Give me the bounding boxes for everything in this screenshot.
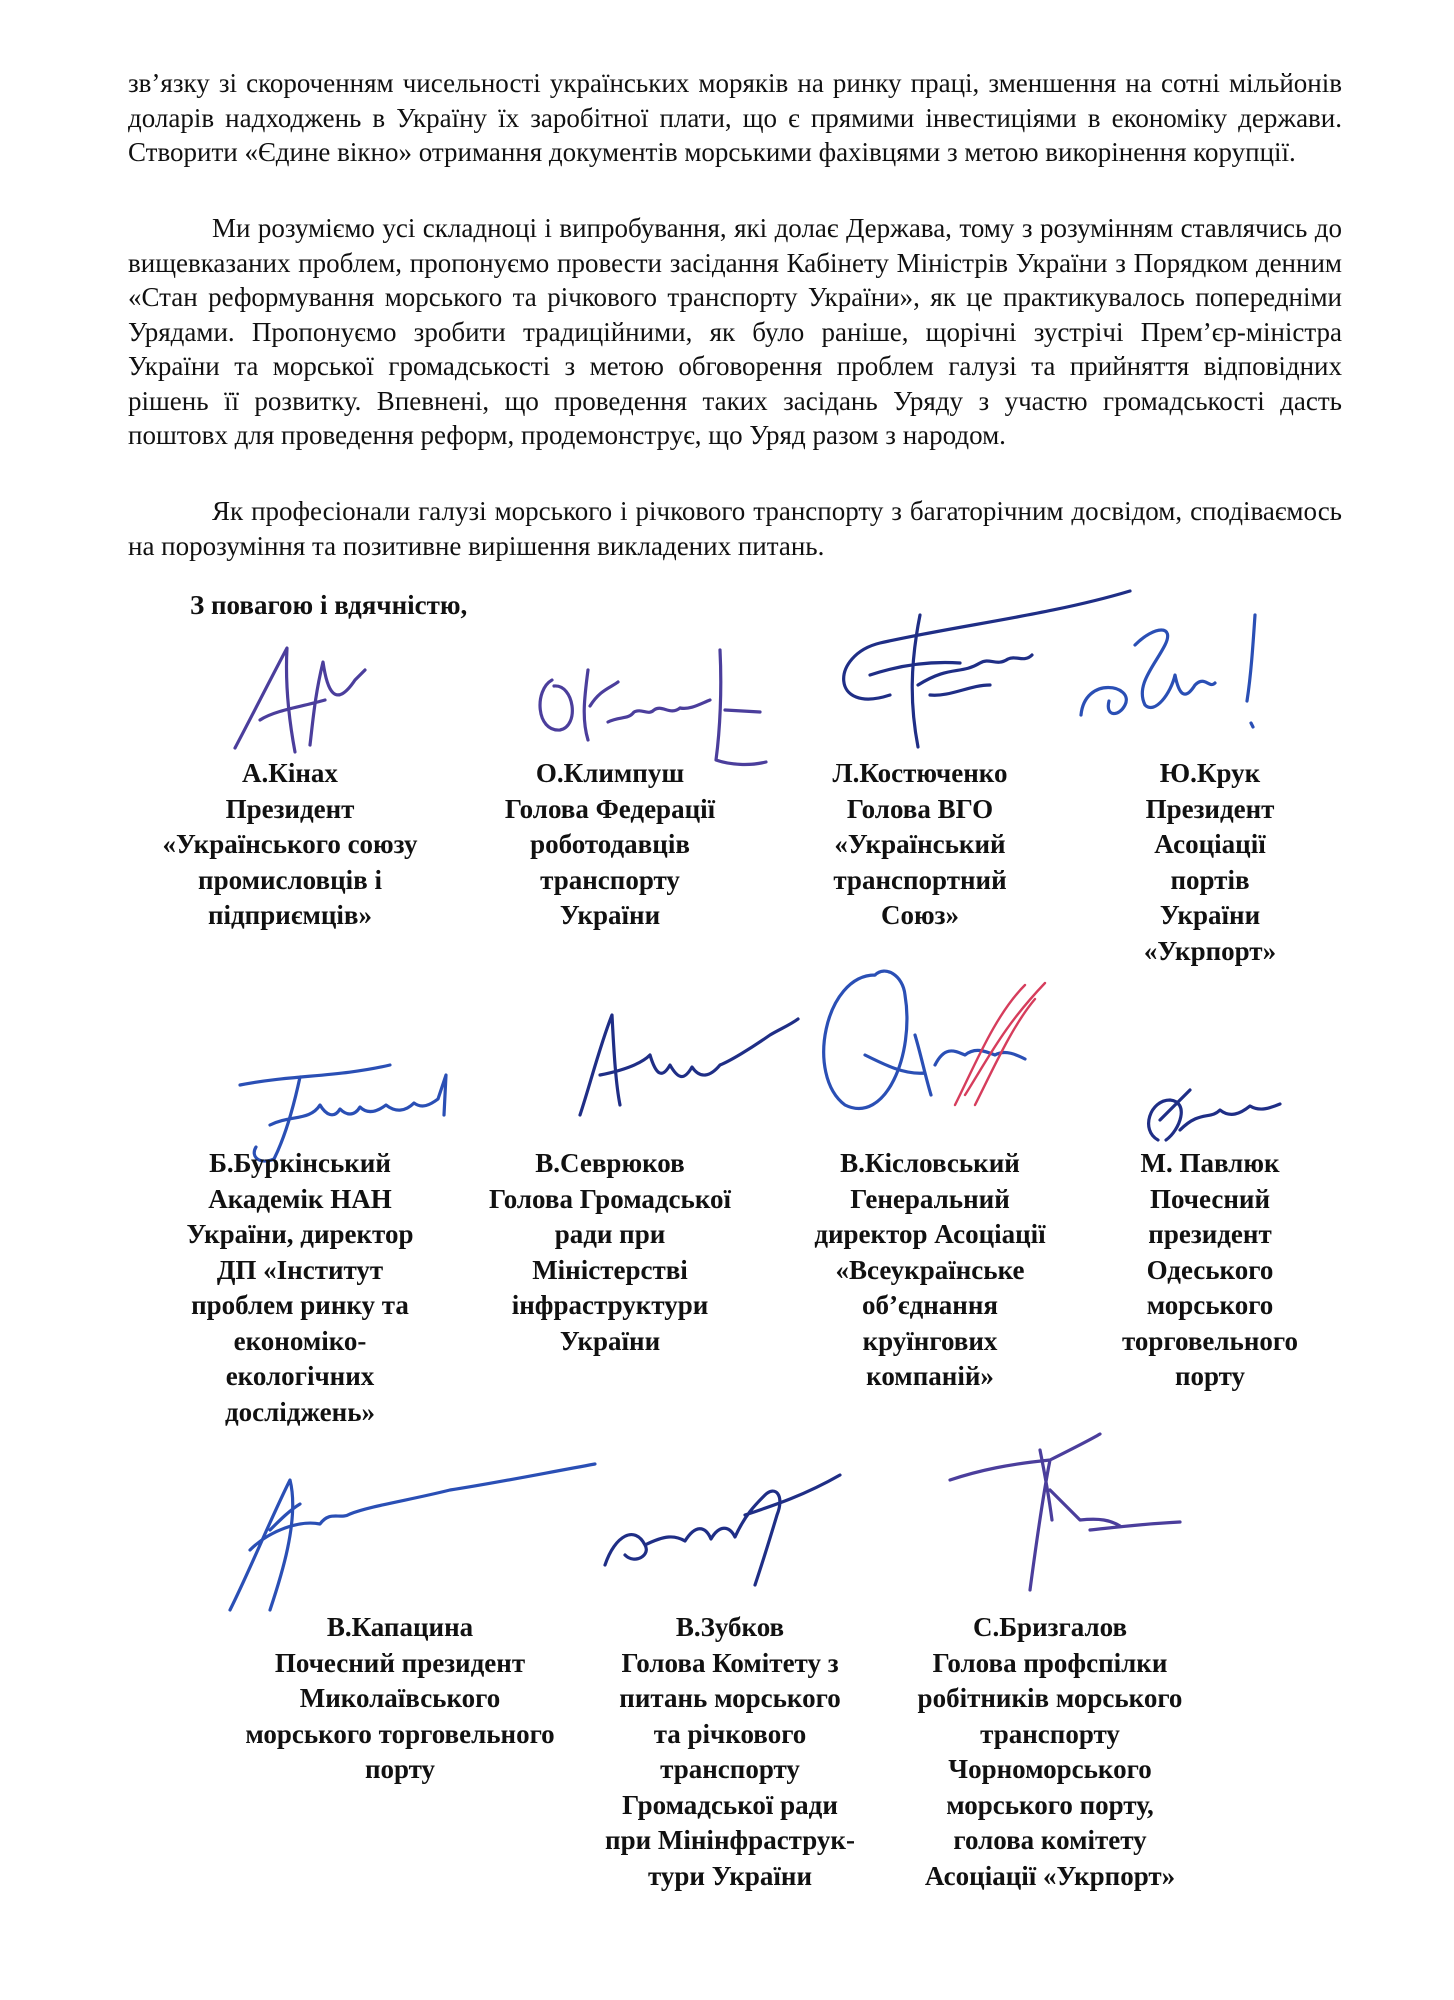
signatory-title: Голова Громадської ради при Міністерстві інфраструктури України	[488, 1183, 732, 1356]
signatory-name: В.Севрюков	[535, 1148, 685, 1178]
signatory-name: Ю.Крук	[1159, 758, 1261, 788]
signatory-name: В.Кісловський	[840, 1148, 1020, 1178]
signatory-name: О.Климпуш	[535, 758, 685, 788]
signatory-kruk	[1080, 756, 1340, 969]
signatory-title: Почесний президент Миколаївського морського торговельного порту	[245, 1647, 555, 1784]
signatory-name: Л.Костюченко	[832, 758, 1008, 788]
signatory-name: С.Бризгалов	[972, 1612, 1128, 1642]
signatory-kislovskyi	[780, 1146, 1080, 1395]
signatory-title: Президент Асоціації портів України «Укрпорт»	[1143, 793, 1277, 966]
signatory-klympush	[460, 756, 760, 934]
signatory-zubkov	[580, 1610, 880, 1894]
signature-zubkov	[595, 1455, 845, 1605]
signatory-title: Президент «Українського союзу промисловців і підприємців»	[162, 793, 418, 930]
signatory-kinakh	[100, 756, 480, 934]
signatory-title: Почесний президент Одеського морського торговельного порту	[1122, 1183, 1298, 1391]
signatory-name: М. Павлюк	[1140, 1148, 1280, 1178]
signature-kruk	[1075, 605, 1275, 745]
signatory-title: Академік НАН України, директор ДП «Інститут проблем ринку та економіко- екологічних досліджень»	[186, 1183, 414, 1427]
signatory-name: А.Кінах	[242, 758, 338, 788]
signatory-title: Генеральний директор Асоціації «Всеукраїнське об’єднання круїнгових компаній»	[814, 1183, 1046, 1391]
paragraph-1: зв’язку зі скороченням чисельності українських моряків на ринку праці, зменшення на сотні мільйонів доларів надходжень в Україну їх заробітної плати, що є прямими інвестиціями в економіку держави. Створити «Єдине вікно» отримання документів морськими фахівцями з метою викорінення корупції.	[128, 68, 1342, 167]
signatory-kostiuchenko	[780, 756, 1060, 934]
signature-kapatsyna	[210, 1460, 600, 1620]
signatory-name: В.Капацина	[326, 1612, 474, 1642]
signatory-pavliuk	[1090, 1146, 1330, 1395]
closing-salutation: З повагою і вдячністю,	[190, 590, 468, 620]
signatory-title: Голова ВГО «Український транспортний Союз»	[833, 793, 1007, 930]
signatory-name: Б.Буркінський	[209, 1148, 391, 1178]
signatory-title: Голова Федерації роботодавців транспорту України	[504, 793, 716, 930]
signatory-bryzhalov	[880, 1610, 1220, 1894]
paragraph-3: Як професіонали галузі морського і річкового транспорту з багаторічним досвідом, сподіваємось на порозуміння та позитивне вирішення викладених питань.	[128, 496, 1342, 561]
signatory-title: Голова профспілки робітників морського транспорту Чорноморського морського порту, голова комітету Асоціації «Укрпорт»	[917, 1647, 1183, 1891]
signatory-name: В.Зубков	[675, 1612, 785, 1642]
signature-kinakh	[215, 640, 385, 760]
signatory-burkinskyi	[150, 1146, 450, 1430]
signature-kislovskyi	[805, 955, 1065, 1125]
signature-sevriukov	[570, 995, 800, 1125]
signature-bryzhalov	[940, 1430, 1190, 1600]
paragraph-2: Ми розуміємо усі складноці і випробування, які долає Держава, тому з розумінням ставлячись до вищевказаних проблем, пропонуємо провести засідання Кабінету Міністрів України з Порядком денним «Стан реформування морського та річкового транспорту України», як це практикувалось попередніми Урядами. Пропонуємо зробити традиційними, як було раніше, щорічні зустрічі Прем’єр-міністра України та морської громадськості з метою обговорення проблем галузі та прийняття відповідних рішень її розвитку. Впевнені, що проведення таких засідань Уряду з участю громадськості дасть поштовх для проведення реформ, продемонструє, що Уряд разом з народом.	[128, 213, 1342, 450]
signatory-title: Голова Комітету з питань морського та річкового транспорту Громадської ради при Мінінфраструк- тури України	[605, 1647, 855, 1891]
signatory-sevriukov	[460, 1146, 760, 1359]
signatory-kapatsyna	[200, 1610, 600, 1788]
